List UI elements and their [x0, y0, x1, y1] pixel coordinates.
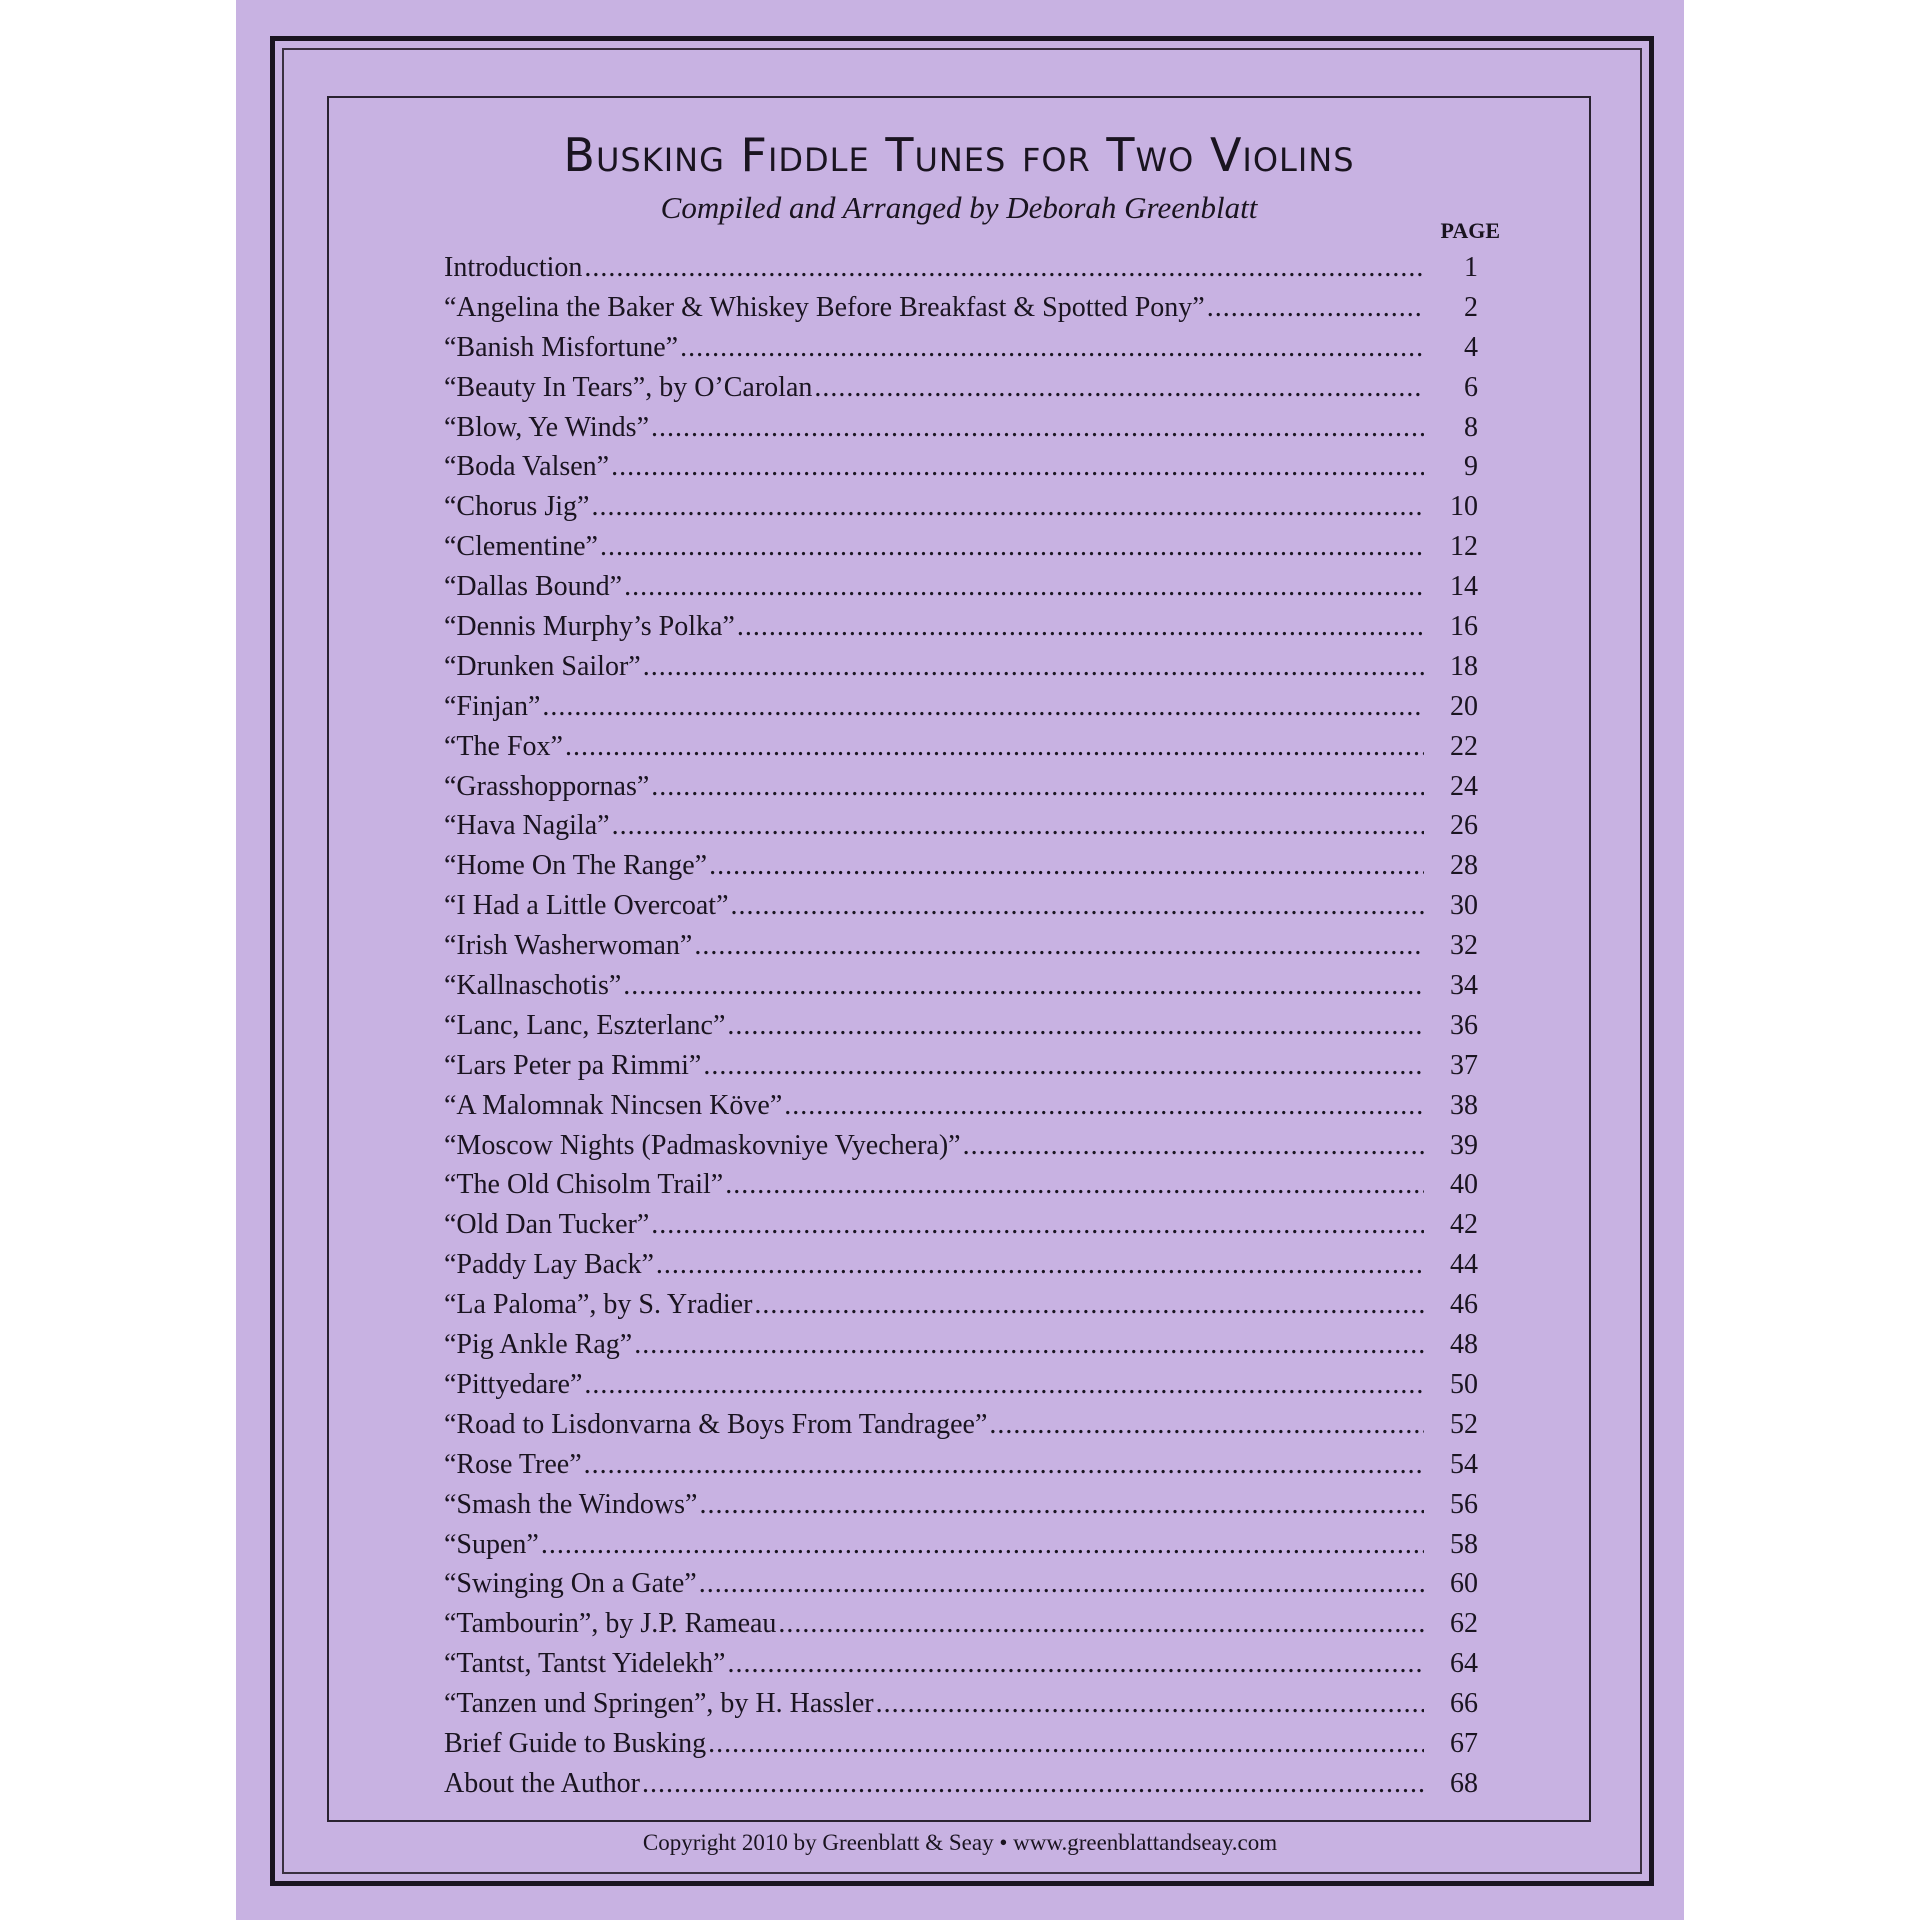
toc-entry	[444, 1365, 1478, 1405]
toc-entry-title: “Kallnaschotis”	[444, 970, 622, 1002]
toc-entry	[444, 447, 1478, 487]
toc-dot-leader	[727, 1006, 1424, 1046]
toc-dot-leader	[541, 1525, 1424, 1565]
toc-entry-page: 50	[1450, 1368, 1478, 1400]
toc-entry-page: 12	[1450, 531, 1478, 563]
toc-entry	[444, 806, 1478, 846]
toc-entry	[444, 1285, 1478, 1325]
toc-entry	[444, 687, 1478, 727]
toc-entry	[444, 1684, 1478, 1724]
toc-entry	[444, 1604, 1478, 1644]
toc-entry-title: “Boda Valsen”	[444, 451, 610, 483]
toc-entry-page: 34	[1450, 970, 1478, 1002]
toc-entry-title: “Home On The Range”	[444, 850, 708, 882]
toc-entry	[444, 1405, 1478, 1445]
toc-entry-title: “Beauty In Tears”, by O’Carolan	[444, 371, 813, 403]
toc-dot-leader	[542, 687, 1424, 727]
toc-entry-title: “A Malomnak Nincsen Köve”	[444, 1089, 783, 1121]
toc-entry	[444, 886, 1478, 926]
toc-entry-title: “Blow, Ye Winds”	[444, 411, 649, 443]
toc-dot-leader	[591, 487, 1424, 527]
toc-entry-page: 16	[1450, 611, 1478, 643]
toc-dot-leader	[584, 1365, 1424, 1405]
toc-entry-page: 22	[1450, 730, 1478, 762]
toc-entry-page: 2	[1464, 291, 1478, 323]
toc-entry-page: 18	[1450, 650, 1478, 682]
toc-entry-title: “Lanc, Lanc, Eszterlanc”	[444, 1009, 726, 1041]
book-subtitle: Compiled and Arranged by Deborah Greenblatt	[660, 190, 1258, 225]
toc-entry	[444, 1644, 1478, 1684]
toc-entry-page: 20	[1450, 690, 1478, 722]
toc-entry-page: 68	[1450, 1767, 1478, 1799]
toc-entry	[444, 846, 1478, 886]
toc-entry-page: 1	[1464, 252, 1478, 283]
toc-entry-title: “Finjan”	[444, 690, 541, 722]
toc-entry-title: Brief Guide to Busking	[444, 1727, 707, 1759]
toc-entry-page: 28	[1450, 850, 1478, 882]
toc-entry-page: 46	[1450, 1289, 1478, 1321]
toc-entry	[444, 1046, 1478, 1086]
toc-entry-page: 54	[1450, 1448, 1478, 1480]
toc-entry-title: “Moscow Nights (Padmaskovniye Vyechera)”	[444, 1129, 961, 1161]
toc-entry	[444, 487, 1478, 527]
toc-dot-leader	[611, 447, 1424, 487]
book-title: Busking Fiddle Tunes for Two Violins	[563, 128, 1355, 182]
toc-dot-leader	[694, 926, 1424, 966]
toc-dot-leader	[656, 1245, 1424, 1285]
toc-dot-leader	[814, 368, 1424, 408]
toc-entry	[444, 1325, 1478, 1365]
toc-entry-title: “Dallas Bound”	[444, 571, 623, 603]
toc-entry-page: 37	[1450, 1049, 1478, 1081]
toc-entry-title: About the Author	[444, 1767, 640, 1799]
toc-dot-leader	[1207, 288, 1424, 328]
toc-entry-title: “Road to Lisdonvarna & Boys From Tandragee”	[444, 1408, 988, 1440]
toc-entry	[444, 727, 1478, 767]
toc-entry-title: “Dennis Murphy’s Polka”	[444, 611, 735, 643]
toc-entry	[444, 1245, 1478, 1285]
toc-entry-page: 14	[1450, 571, 1478, 603]
toc-entry-page: 58	[1450, 1528, 1478, 1560]
toc-entry	[444, 1564, 1478, 1604]
toc-dot-leader	[612, 806, 1424, 846]
toc-entry-title: “La Paloma”, by S. Yradier	[444, 1289, 753, 1321]
toc-entry-title: “Paddy Lay Back”	[444, 1249, 654, 1281]
toc-entry-page: 44	[1450, 1249, 1478, 1281]
toc-dot-leader	[651, 767, 1424, 807]
toc-entry-title: “Smash the Windows”	[444, 1488, 698, 1520]
toc-entry-title: “The Old Chisolm Trail”	[444, 1169, 724, 1201]
toc-entry-page: 66	[1450, 1688, 1478, 1720]
toc-dot-leader	[963, 1126, 1424, 1166]
toc-entry-title: “Angelina the Baker & Whiskey Before Breakfast & Spotted Pony”	[444, 291, 1205, 323]
toc-entry-page: 9	[1464, 451, 1478, 483]
toc-dot-leader	[600, 527, 1424, 567]
toc-dot-leader	[727, 1644, 1424, 1684]
toc-entry-page: 56	[1450, 1488, 1478, 1520]
toc-dot-leader	[680, 328, 1424, 368]
toc-dot-leader	[731, 886, 1424, 926]
toc-entry-page: 24	[1450, 770, 1478, 802]
toc-dot-leader	[784, 1086, 1424, 1126]
toc-entry-title: “Pittyedare”	[444, 1368, 583, 1400]
toc-entry-title: “Grasshoppornas”	[444, 770, 650, 802]
toc-entry-page: 8	[1464, 411, 1478, 443]
toc-entry	[444, 527, 1478, 567]
toc-entry-title: “Pig Ankle Rag”	[444, 1329, 633, 1361]
toc-entry	[444, 1006, 1478, 1046]
toc-entry-page: 6	[1464, 371, 1478, 403]
toc-entry-title: “I Had a Little Overcoat”	[444, 890, 729, 922]
toc-dot-leader	[989, 1405, 1424, 1445]
toc-entry	[444, 767, 1478, 807]
toc-dot-leader	[565, 727, 1424, 767]
toc-entry	[444, 647, 1478, 687]
toc-entry	[444, 1724, 1478, 1764]
toc-entry-page: 39	[1450, 1129, 1478, 1161]
toc-entry-title: “Supen”	[444, 1528, 539, 1560]
toc-entry-title: “Tanzen und Springen”, by H. Hassler	[444, 1688, 874, 1720]
toc-entry	[444, 288, 1478, 328]
toc-entry	[444, 368, 1478, 408]
toc-entry-title: “Irish Washerwoman”	[444, 930, 693, 962]
toc-entry-title: “Old Dan Tucker”	[444, 1209, 650, 1241]
toc-entry-page: 42	[1450, 1209, 1478, 1241]
toc-dot-leader	[699, 1485, 1424, 1525]
toc-entry-title: “Chorus Jig”	[444, 491, 590, 523]
toc-entry-page: 32	[1450, 930, 1478, 962]
toc-entry-title: “Rose Tree”	[444, 1448, 582, 1480]
toc-entry	[444, 607, 1478, 647]
toc-entry-page: 40	[1450, 1169, 1478, 1201]
toc-dot-leader	[876, 1684, 1424, 1724]
toc-entry	[444, 966, 1478, 1006]
toc-dot-leader	[703, 1046, 1424, 1086]
page-column-header: PAGE	[1440, 218, 1500, 243]
toc-entry	[444, 1485, 1478, 1525]
toc-entry-page: 48	[1450, 1329, 1478, 1361]
toc-entry	[444, 1126, 1478, 1166]
toc-dot-leader	[584, 248, 1424, 288]
toc-entry-page: 38	[1450, 1089, 1478, 1121]
toc-entry	[444, 1764, 1478, 1804]
toc-dot-leader	[778, 1604, 1424, 1644]
toc-entry	[444, 328, 1478, 368]
table-of-contents	[444, 248, 1478, 1804]
copyright-line: Copyright 2010 by Greenblatt & Seay • www.greenblattandseay.com	[642, 1830, 1278, 1855]
toc-entry	[444, 408, 1478, 448]
toc-dot-leader	[651, 408, 1424, 448]
toc-dot-leader	[623, 966, 1424, 1006]
toc-entry-page: 64	[1450, 1648, 1478, 1680]
toc-dot-leader	[725, 1165, 1424, 1205]
toc-entry-title: “Tambourin”, by J.P. Rameau	[444, 1608, 777, 1640]
toc-dot-leader	[624, 567, 1424, 607]
toc-dot-leader	[651, 1205, 1424, 1245]
toc-entry	[444, 1525, 1478, 1565]
toc-dot-leader	[708, 1724, 1424, 1764]
toc-entry	[444, 1205, 1478, 1245]
toc-entry-page: 30	[1450, 890, 1478, 922]
toc-entry-title: “Lars Peter pa Rimmi”	[444, 1049, 702, 1081]
toc-entry-page: 60	[1450, 1568, 1478, 1600]
toc-entry-title: “Clementine”	[444, 531, 598, 563]
toc-entry-title: “Banish Misfortune”	[444, 331, 679, 363]
toc-entry	[444, 1165, 1478, 1205]
toc-entry-title: “The Fox”	[444, 730, 563, 762]
toc-entry	[444, 1445, 1478, 1485]
toc-entry-page: 52	[1450, 1408, 1478, 1440]
toc-entry	[444, 567, 1478, 607]
toc-entry-title: Introduction	[444, 252, 583, 283]
toc-entry	[444, 248, 1478, 288]
toc-entry	[444, 1086, 1478, 1126]
toc-entry-page: 67	[1450, 1727, 1478, 1759]
toc-entry-title: “Tantst, Tantst Yidelekh”	[444, 1648, 726, 1680]
toc-entry-page: 62	[1450, 1608, 1478, 1640]
toc-entry-page: 4	[1464, 331, 1478, 363]
toc-entry	[444, 926, 1478, 966]
toc-entry-title: “Swinging On a Gate”	[444, 1568, 697, 1600]
toc-dot-leader	[634, 1325, 1424, 1365]
toc-dot-leader	[709, 846, 1424, 886]
toc-entry-title: “Hava Nagila”	[444, 810, 610, 842]
toc-entry-page: 26	[1450, 810, 1478, 842]
toc-dot-leader	[754, 1285, 1424, 1325]
toc-entry-title: “Drunken Sailor”	[444, 650, 641, 682]
toc-dot-leader	[642, 1764, 1424, 1804]
toc-dot-leader	[643, 647, 1424, 687]
toc-entry-page: 36	[1450, 1009, 1478, 1041]
toc-entry-page: 10	[1450, 491, 1478, 523]
toc-dot-leader	[699, 1564, 1424, 1604]
toc-dot-leader	[584, 1445, 1424, 1485]
toc-dot-leader	[737, 607, 1424, 647]
